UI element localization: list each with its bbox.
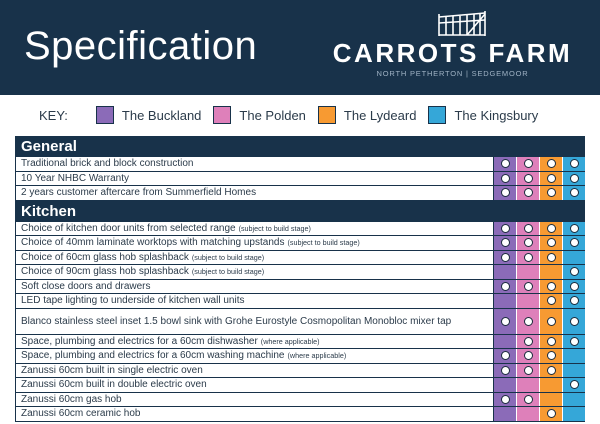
included-dot-icon [501,238,510,247]
spec-item-label: Blanco stainless steel inset 1.5 bowl sink with Grohe Eurostyle Cosmopolitan Monobloc mixer tap [21,315,452,327]
house-type-cell [562,157,585,171]
section-heading: General [15,136,585,157]
house-type-cell [562,294,585,308]
page-title: Specification [24,24,258,68]
spec-item-label: Choice of kitchen door units from selected range [21,222,236,234]
house-type-cell [494,294,516,308]
house-type-cell [516,378,539,392]
spec-item-label: LED tape lighting to underside of kitchen wall units [21,295,245,307]
house-type-cell [494,364,516,378]
included-dot-icon [524,238,533,247]
house-type-cell [539,349,562,363]
included-dot-icon [547,159,556,168]
spec-row [15,393,585,408]
included-dot-icon [547,174,556,183]
buckland-swatch [96,106,114,124]
included-dot-icon [547,282,556,291]
spec-item-note: (subject to build stage) [238,223,311,233]
house-type-cell [539,280,562,294]
included-dot-icon [501,317,510,326]
included-dot-icon [547,224,556,233]
house-type-cell [516,309,539,334]
house-type-cell [539,222,562,236]
spec-row [15,309,585,335]
included-dot-icon [547,337,556,346]
key-legend [39,104,550,126]
spec-row-text [15,186,494,200]
house-type-cell [516,280,539,294]
included-dot-icon [570,267,579,276]
house-type-cell [494,349,516,363]
house-type-cell [539,251,562,265]
house-type-cell [516,335,539,349]
spec-row-text [15,236,494,250]
spec-item-note: (where applicable) [287,351,347,361]
header-banner [0,0,600,95]
included-dot-icon [570,224,579,233]
section-heading: Kitchen [15,201,585,222]
house-type-cell [494,393,516,407]
key-item-name: The Kingsbury [454,107,539,123]
house-type-cell [494,407,516,421]
included-dot-icon [501,351,510,360]
kingsbury-swatch [428,106,446,124]
house-type-cell [539,172,562,186]
house-type-cell [494,309,516,334]
spec-item-label: Zanussi 60cm gas hob [21,393,122,405]
spec-item-label: 10 Year NHBC Warranty [21,172,130,184]
included-dot-icon [570,317,579,326]
house-type-cell [516,407,539,421]
spec-row [15,236,585,251]
spec-row [15,378,585,393]
house-type-cell [539,294,562,308]
included-dot-icon [547,317,556,326]
house-type-cell [562,309,585,334]
house-type-cell [562,236,585,250]
included-dot-icon [570,380,579,389]
brand-location: NORTH PETHERTON | SEDGEMOOR [376,69,529,78]
key-label: KEY: [39,107,68,123]
included-dot-icon [501,395,510,404]
spec-row [15,265,585,280]
polden-swatch [213,106,231,124]
spec-item-label: Soft close doors and drawers [21,280,151,292]
spec-row-text [15,364,494,378]
included-dot-icon [570,282,579,291]
included-dot-icon [524,366,533,375]
brand-name: CARROTS FARM [332,38,573,68]
spec-item-label: Space, plumbing and electrics for a 60cm dishwasher [21,335,258,347]
included-dot-icon [570,188,579,197]
gate-logo-icon [437,9,487,37]
spec-item-label: Choice of 60cm glass hob splashback [21,251,189,263]
included-dot-icon [501,253,510,262]
house-type-cell [562,393,585,407]
house-type-cell [516,265,539,279]
spec-row-text [15,222,494,236]
lydeard-swatch [318,106,336,124]
spec-item-label: Zanussi 60cm built in double electric oven [21,379,207,391]
house-type-cell [562,265,585,279]
spec-row-text [15,294,494,308]
house-type-cell [562,335,585,349]
spec-row [15,364,585,379]
spec-row [15,294,585,309]
included-dot-icon [501,174,510,183]
spec-row-text [15,335,494,349]
included-dot-icon [524,317,533,326]
house-type-cell [562,222,585,236]
house-type-cell [539,186,562,200]
included-dot-icon [570,337,579,346]
spec-item-label: Traditional brick and block construction [21,158,194,170]
included-dot-icon [547,351,556,360]
house-type-cell [516,186,539,200]
spec-row [15,251,585,266]
included-dot-icon [547,409,556,418]
included-dot-icon [501,282,510,291]
spec-row-text [15,349,494,363]
spec-item-note: (subject to build stage) [287,238,360,248]
spec-row [15,407,585,422]
key-item-name: The Polden [239,107,306,123]
house-type-cell [516,349,539,363]
specification-table [15,136,585,424]
house-type-cell [516,251,539,265]
spec-row-text [15,157,494,171]
key-item-name: The Lydeard [343,107,417,123]
house-type-cell [562,186,585,200]
house-type-cell [539,236,562,250]
house-type-cell [494,280,516,294]
spec-item-label: 2 years customer aftercare from Summerfield Homes [21,187,257,199]
spec-item-note: (where applicable) [260,336,320,346]
included-dot-icon [524,159,533,168]
house-type-cell [494,172,516,186]
spec-row-text [15,280,494,294]
key-item-buckland [96,106,202,124]
included-dot-icon [524,282,533,291]
included-dot-icon [570,174,579,183]
house-type-cell [562,364,585,378]
key-item-kingsbury [428,106,538,124]
house-type-cell [562,251,585,265]
house-type-cell [539,157,562,171]
house-type-cell [562,378,585,392]
house-type-cell [494,251,516,265]
included-dot-icon [501,224,510,233]
spec-row [15,349,585,364]
house-type-cell [539,309,562,334]
house-type-cell [539,393,562,407]
included-dot-icon [501,159,510,168]
included-dot-icon [547,238,556,247]
key-item-polden [213,106,306,124]
house-type-cell [494,378,516,392]
house-type-cell [516,364,539,378]
spec-item-label: Zanussi 60cm ceramic hob [21,408,141,420]
included-dot-icon [524,174,533,183]
house-type-cell [516,294,539,308]
spec-row-text [15,251,494,265]
house-type-cell [539,364,562,378]
spec-item-label: Choice of 40mm laminate worktops with matching upstands [21,237,285,249]
included-dot-icon [570,238,579,247]
house-type-cell [516,222,539,236]
spec-row [15,157,585,172]
house-type-cell [562,349,585,363]
spec-item-note: (subject to build stage) [191,252,265,262]
spec-row-text [15,309,494,334]
house-type-cell [494,222,516,236]
house-type-cell [562,407,585,421]
house-type-cell [539,335,562,349]
house-type-cell [516,157,539,171]
spec-item-label: Zanussi 60cm built in single electric oven [21,364,203,376]
house-type-cell [494,157,516,171]
included-dot-icon [524,337,533,346]
spec-row-text [15,378,494,392]
spec-item-label: Choice of 90cm glass hob splashback [21,266,189,278]
spec-row [15,172,585,187]
spec-row [15,186,585,201]
house-type-cell [539,407,562,421]
key-item-name: The Buckland [121,107,202,123]
house-type-cell [562,172,585,186]
house-type-cell [562,280,585,294]
included-dot-icon [524,253,533,262]
included-dot-icon [524,351,533,360]
spec-row [15,280,585,295]
included-dot-icon [570,296,579,305]
house-type-cell [516,393,539,407]
spec-row-text [15,265,494,279]
spec-row-text [15,407,494,421]
included-dot-icon [547,296,556,305]
house-type-cell [516,172,539,186]
included-dot-icon [524,188,533,197]
house-type-cell [539,378,562,392]
included-dot-icon [547,188,556,197]
spec-row-text [15,393,494,407]
included-dot-icon [570,159,579,168]
spec-row [15,222,585,237]
included-dot-icon [547,366,556,375]
house-type-cell [539,265,562,279]
house-type-cell [494,335,516,349]
house-type-cell [494,265,516,279]
spec-row-text [15,172,494,186]
included-dot-icon [501,188,510,197]
included-dot-icon [547,253,556,262]
spec-row [15,335,585,350]
house-type-cell [516,236,539,250]
spec-item-note: (subject to build stage) [191,267,265,277]
key-item-lydeard [318,106,417,124]
spec-item-label: Space, plumbing and electrics for a 60cm washing machine [21,350,285,362]
included-dot-icon [524,224,533,233]
included-dot-icon [501,366,510,375]
included-dot-icon [524,395,533,404]
house-type-cell [494,186,516,200]
house-type-cell [494,236,516,250]
